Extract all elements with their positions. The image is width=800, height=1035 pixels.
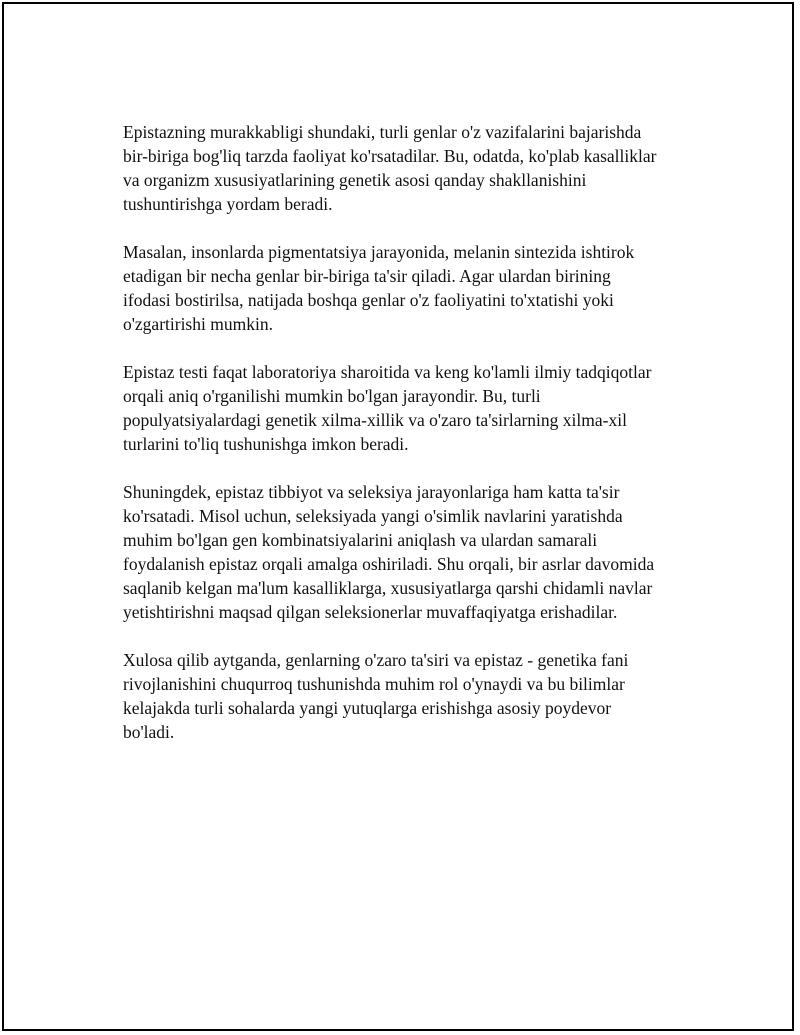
document-body (123, 120, 693, 768)
paragraph-3: Epistaz testi faqat laboratoriya sharoitida va keng ko'lamli ilmiy tadqiqotlar orqali aniq o'rganilishi mumkin bo'lgan jarayondir. Bu, turli populyatsiyalardagi genetik xilma-xillik va o'zaro ta'sirlarning xilma-xil turlarini to'liq tushunishga imkon beradi. (123, 362, 652, 454)
page-frame (2, 2, 794, 1031)
paragraph-5: Xulosa qilib aytganda, genlarning o'zaro ta'siri va epistaz - genetika fani rivojlanishini chuqurroq tushunishda muhim rol o'ynaydi va bu bilimlar kelajakda turli sohalarda yangi yutuqlarga erishishga asosiy poydevor bo'ladi. (123, 650, 629, 742)
paragraph-2: Masalan, insonlarda pigmentatsiya jarayonida, melanin sintezida ishtirok etadigan bir necha genlar bir-biriga ta'sir qiladi. Agar ulardan birining ifodasi bostirilsa, natijada boshqa genlar o'z faoliyatini to'xtatishi yoki o'zgartirishi mumkin. (123, 242, 635, 334)
paragraph-1: Epistazning murakkabligi shundaki, turli genlar o'z vazifalarini bajarishda bir-biriga bog'liq tarzda faoliyat ko'rsatadilar. Bu, odatda, ko'plab kasalliklar va organizm xususiyatlarining genetik asosi qanday shakllanishini tushuntirishga yordam beradi. (123, 122, 657, 214)
paragraph-4: Shuningdek, epistaz tibbiyot va seleksiya jarayonlariga ham katta ta'sir ko'rsatadi. Misol uchun, seleksiyada yangi o'simlik navlarini yaratishda muhim bo'lgan gen kombinatsiyalarini aniqlash va ulardan samarali foydalanish epistaz orqali amalga oshiriladi. Shu orqali, bir asrlar davomida saqlanib kelgan ma'lum kasalliklarga, xususiyatlarga qarshi chidamli navlar yetishtirishni maqsad qilgan seleksionerlar muvaffaqiyatga erishadilar. (123, 482, 655, 622)
